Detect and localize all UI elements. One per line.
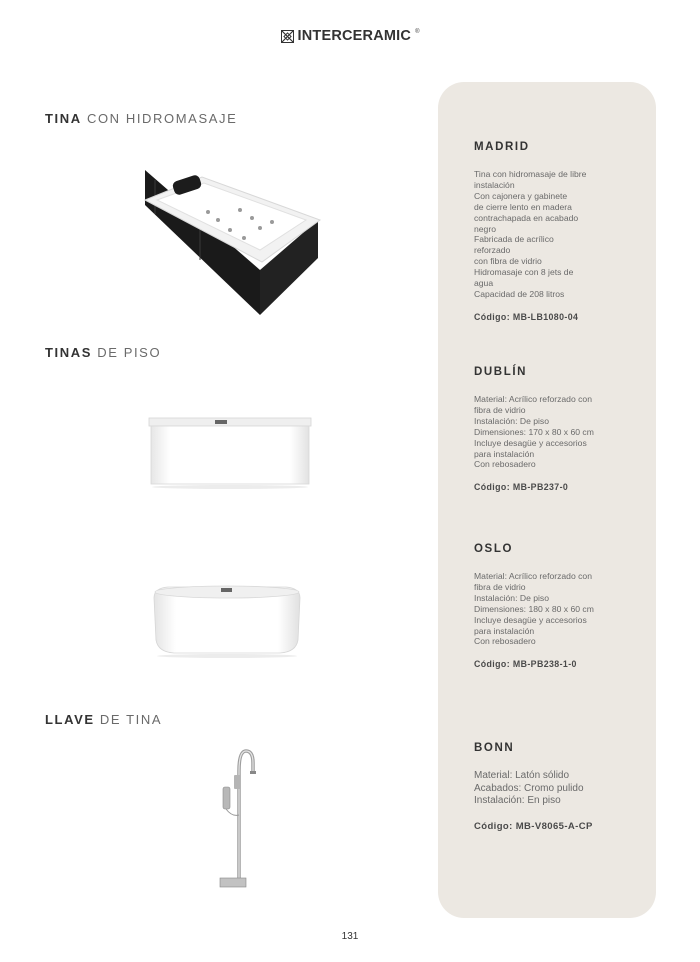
section-title-faucet: LLAVE DE TINA xyxy=(45,712,163,727)
brand-name: INTERCERAMIC xyxy=(297,28,412,44)
product-madrid xyxy=(474,141,646,322)
spec-line: para instalación xyxy=(474,625,535,636)
spec-line: Incluye desagüe y accesorios xyxy=(474,614,587,625)
product-oslo xyxy=(474,543,646,669)
spec-line: fibra de vidrio xyxy=(474,581,526,592)
spec-line: con fibra de vidrio xyxy=(474,256,542,267)
spec-line: Con rebosadero xyxy=(474,636,536,647)
spec-line: Material: Latón sólido xyxy=(474,770,570,781)
spec-line: Instalación: De piso xyxy=(474,592,549,603)
spec-line: Acabados: Cromo pulido xyxy=(474,782,584,794)
product-bonn xyxy=(474,742,646,832)
product-name: DUBLÍN xyxy=(474,366,528,378)
spec-line: reforzado xyxy=(474,245,511,256)
spec-line: agua xyxy=(474,278,494,289)
spec-line: Dimensiones: 180 x 80 x 60 cm xyxy=(474,603,594,614)
spec-line: Instalación: En piso xyxy=(474,795,561,806)
whirlpool-tub-image xyxy=(140,170,330,320)
spec-line: Dimensiones: 170 x 80 x 60 cm xyxy=(474,426,594,437)
product-code: Código: MB-V8065-A-CP xyxy=(474,820,593,832)
spec-line: Instalación: De piso xyxy=(474,415,549,426)
spec-line: Incluye desagüe y accesorios xyxy=(474,437,587,448)
spec-line: Fabricada de acrílico xyxy=(474,234,554,245)
spec-line: Con rebosadero xyxy=(474,459,536,470)
spec-line: Capacidad de 208 litros xyxy=(474,288,565,299)
brand-logo xyxy=(0,28,700,48)
spec-line: instalación xyxy=(474,179,515,190)
product-name: BONN xyxy=(474,742,515,754)
product-name: MADRID xyxy=(474,141,530,153)
product-name: OSLO xyxy=(474,543,513,555)
spec-line: fibra de vidrio xyxy=(474,404,526,415)
floor-faucet-image xyxy=(212,745,272,890)
brand-mark-icon xyxy=(281,30,294,43)
section-title-floor-tubs: TINAS DE PISO xyxy=(45,345,162,360)
product-code: Código: MB-PB237-0 xyxy=(474,482,569,493)
brand-registered-mark: ® xyxy=(415,29,420,35)
spec-line: Con cajonera y gabinete xyxy=(474,190,568,201)
rectangular-freestanding-tub-image xyxy=(145,412,315,490)
product-dublin xyxy=(474,366,646,492)
oval-freestanding-tub-image xyxy=(148,578,306,660)
page-number: 131 xyxy=(341,931,359,942)
product-code: Código: MB-LB1080-04 xyxy=(474,311,579,322)
spec-line: de cierre lento en madera xyxy=(474,201,572,212)
spec-line: Material: Acrílico reforzado con xyxy=(474,571,592,581)
spec-line: negro xyxy=(474,223,496,234)
spec-line: para instalación xyxy=(474,448,535,459)
spec-line: contrachapada en acabado xyxy=(474,212,579,223)
spec-line: Material: Acrílico reforzado con xyxy=(474,394,592,404)
product-code: Código: MB-PB238-1-0 xyxy=(474,659,577,670)
section-title-whirlpool: TINA CON HIDROMASAJE xyxy=(45,111,238,126)
spec-line: Tina con hidromasaje de libre xyxy=(474,169,587,179)
spec-line: Hidromasaje con 8 jets de xyxy=(474,267,574,278)
